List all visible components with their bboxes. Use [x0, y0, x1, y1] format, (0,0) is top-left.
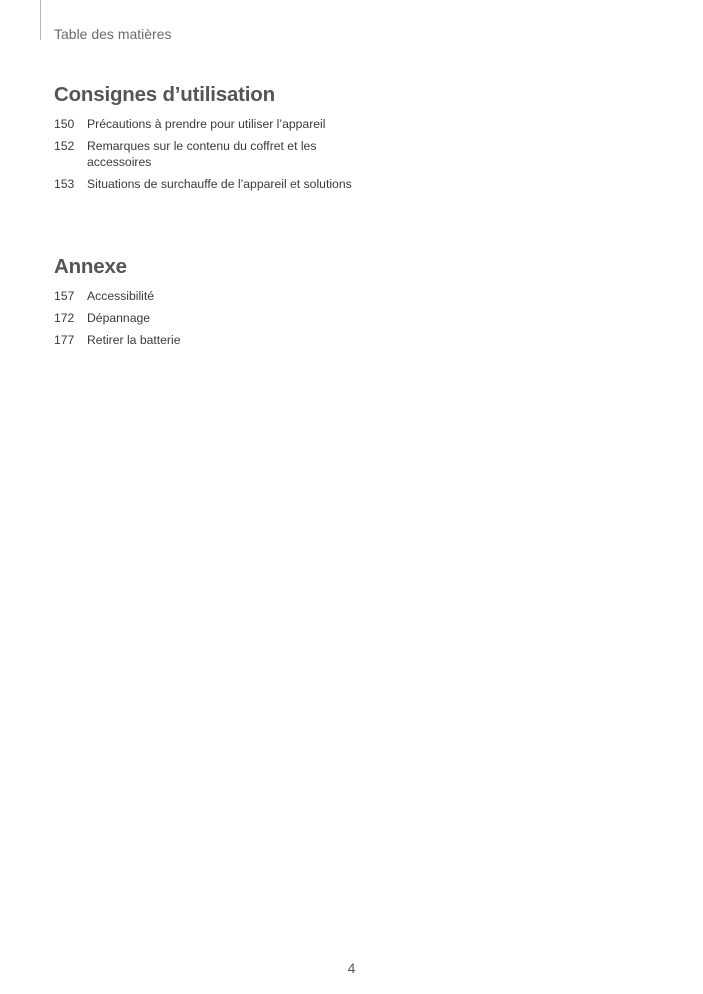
toc-page-number: 152 [54, 139, 75, 153]
toc-page-number: 157 [54, 289, 75, 303]
section-title: Consignes d’utilisation [54, 83, 275, 106]
toc-page-number: 172 [54, 311, 75, 325]
toc-entry-title: Remarques sur le contenu du coffret et les accessoires [87, 139, 317, 169]
toc-entry-title: Situations de surchauffe de l’appareil et solutions [87, 177, 352, 191]
toc-section-consignes [54, 82, 354, 198]
page-number: 4 [347, 960, 356, 976]
toc-entry[interactable] [54, 176, 354, 192]
toc-entry-title: Accessibilité [87, 289, 155, 303]
toc-entry-title: Dépannage [87, 311, 151, 325]
toc-entry[interactable] [54, 310, 354, 326]
toc-entry-title: Retirer la batterie [87, 333, 181, 347]
toc-page-number: 177 [54, 333, 75, 347]
header-divider [40, 0, 41, 40]
toc-page-number: 150 [54, 117, 75, 131]
toc-entry[interactable] [54, 116, 354, 132]
running-header: Table des matières [54, 26, 172, 42]
toc-entry[interactable] [54, 332, 354, 348]
toc-section-annexe [54, 254, 354, 354]
toc-entry[interactable] [54, 288, 354, 304]
toc-page-number: 153 [54, 177, 75, 191]
toc-entry[interactable] [54, 138, 354, 170]
section-title: Annexe [54, 255, 127, 278]
toc-entry-title: Précautions à prendre pour utiliser l’appareil [87, 117, 326, 131]
